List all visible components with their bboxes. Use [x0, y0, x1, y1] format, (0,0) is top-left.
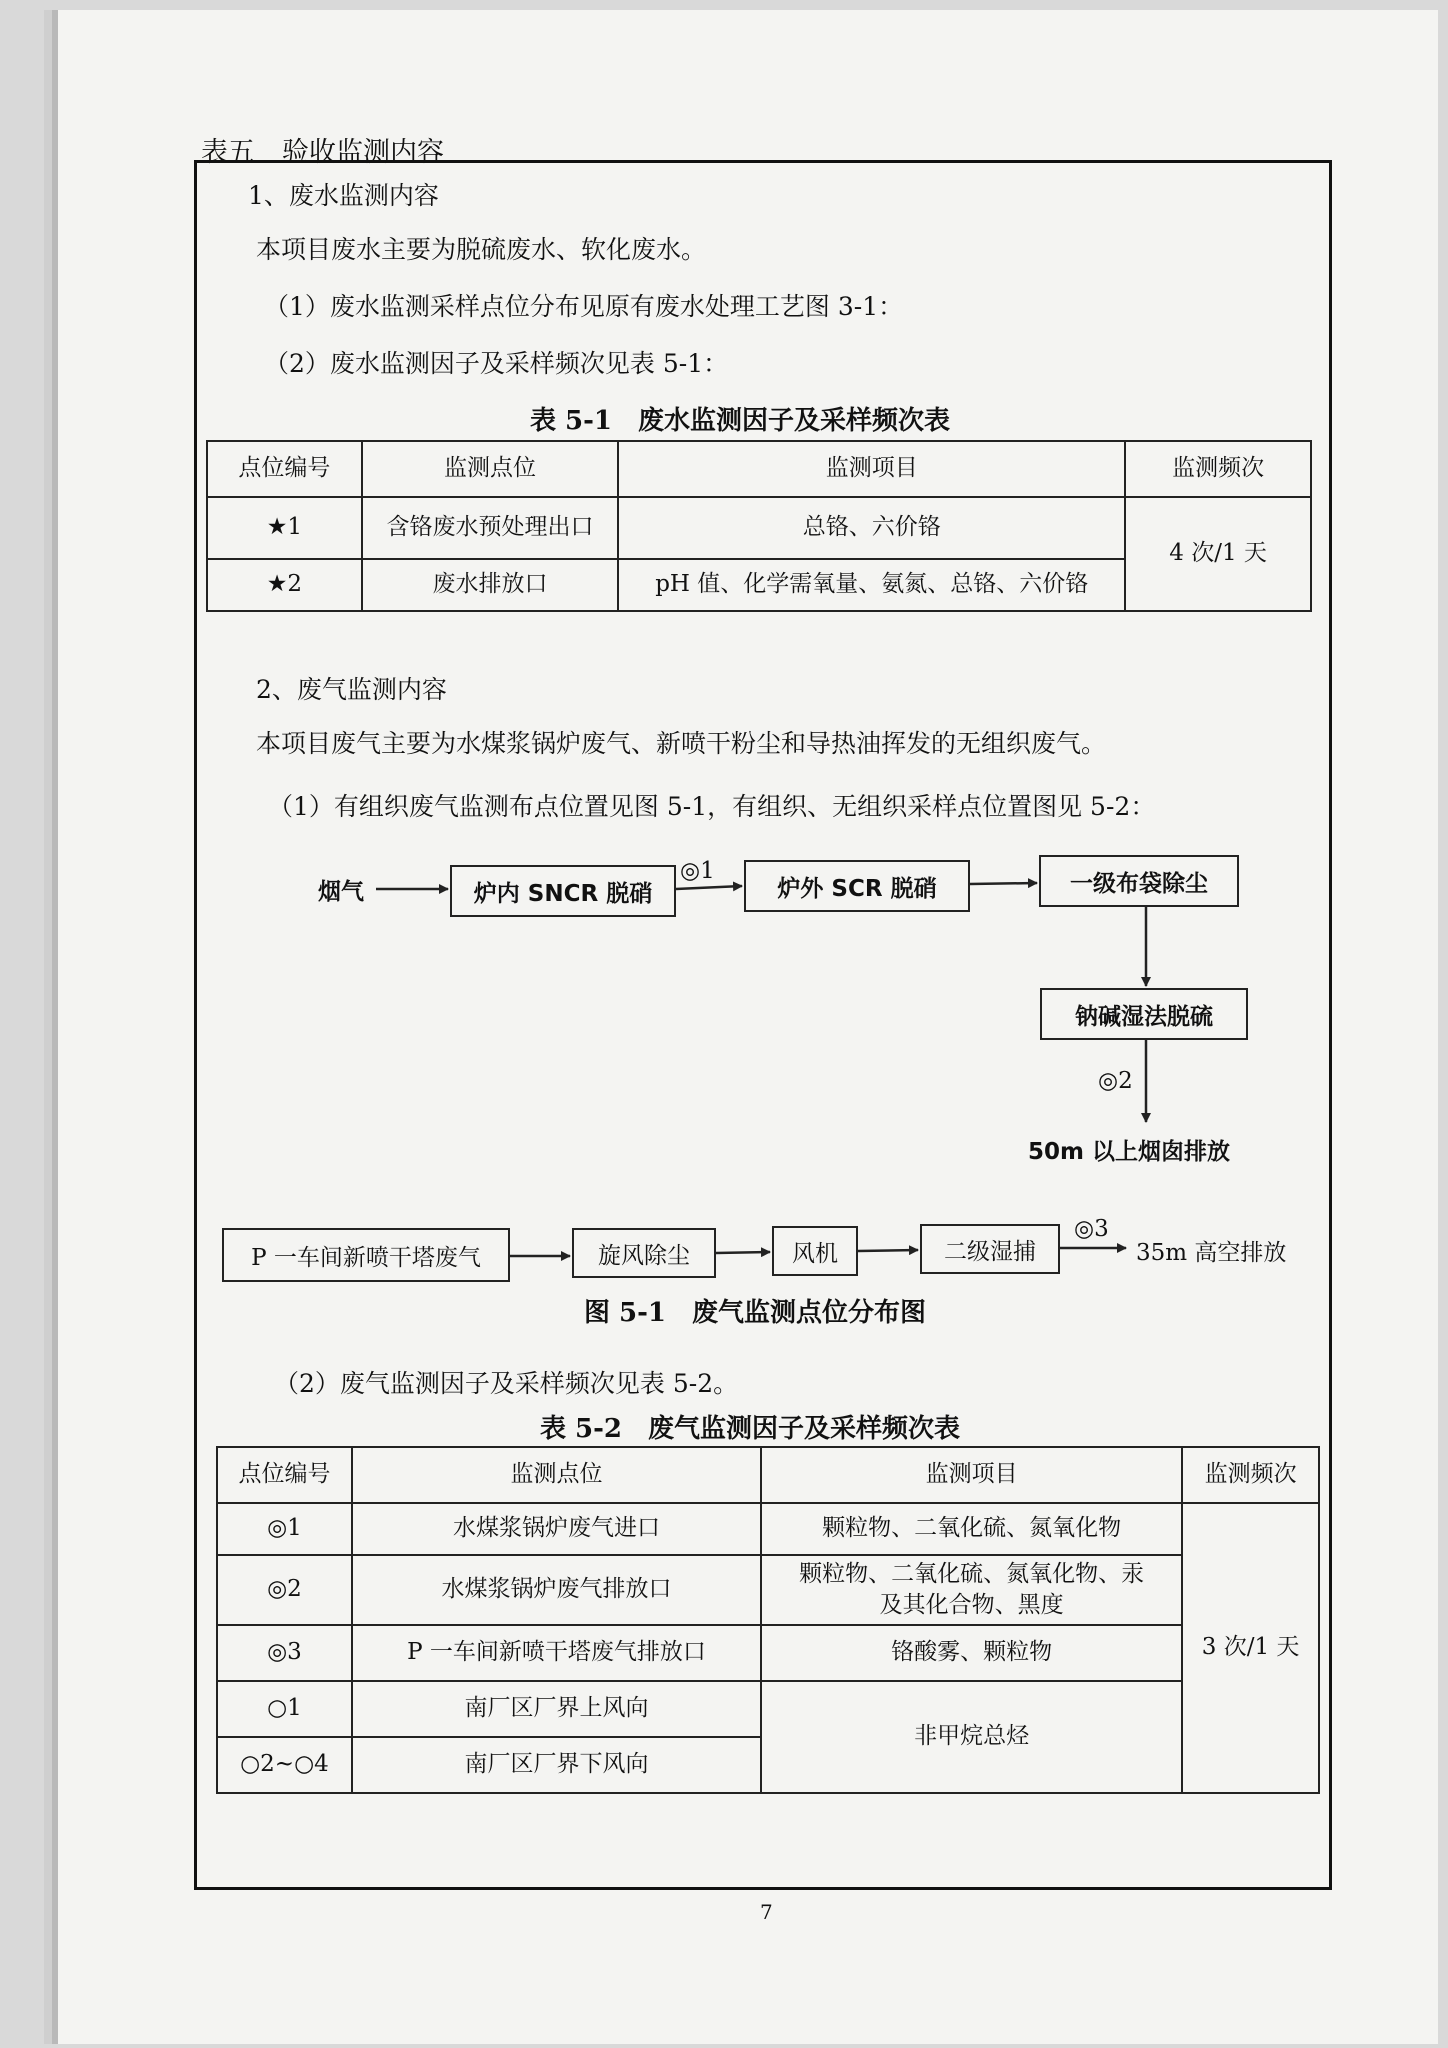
flow2-point3: ◎3 [1074, 1216, 1109, 1242]
row-id: ◎1 [217, 1503, 352, 1555]
flow2-box-cyclone: 旋风除尘 [572, 1228, 716, 1278]
table-5-1-caption: 表 5-1 废水监测因子及采样频次表 [530, 406, 951, 436]
section-title: 表五 验收监测内容 [201, 137, 444, 168]
flow1-start: 烟气 [318, 879, 364, 905]
flow2-box-scrubber: 二级湿捕 [920, 1224, 1060, 1274]
header-id: 点位编号 [207, 441, 362, 497]
row-site: 水煤浆锅炉废气进口 [352, 1503, 761, 1555]
page-number: 7 [760, 1900, 773, 1924]
wastewater-heading: 1、废水监测内容 [248, 181, 439, 210]
row-items: pH 值、化学需氧量、氨氮、总铬、六价铬 [618, 559, 1125, 611]
row-id: ○2~○4 [217, 1737, 352, 1793]
header-site: 监测点位 [362, 441, 619, 497]
wastewater-item1: （1）废水监测采样点位分布见原有废水处理工艺图 3-1： [264, 292, 904, 321]
wastewater-intro: 本项目废水主要为脱硫废水、软化废水。 [256, 235, 707, 264]
row-id: ★2 [207, 559, 362, 611]
table-row [217, 1503, 1319, 1555]
table-row [217, 1681, 1319, 1737]
arrow-sncr-to-scr [676, 886, 742, 889]
row-items-line1: 颗粒物、二氧化硫、氮氧化物、汞 [799, 1560, 1145, 1587]
header-items: 监测项目 [761, 1447, 1182, 1503]
flow1-box-sncr: 炉内 SNCR 脱硝 [450, 865, 676, 917]
header-frequency: 监测频次 [1182, 1447, 1319, 1503]
row-id: ○1 [217, 1681, 352, 1737]
row-site: 南厂区厂界上风向 [352, 1681, 761, 1737]
arrow-fan-to-scrubber [858, 1250, 918, 1251]
flow1-point2: ◎2 [1098, 1068, 1133, 1094]
row-id: ★1 [207, 497, 362, 559]
arrow-scr-to-baghouse [970, 883, 1037, 884]
header-frequency: 监测频次 [1125, 441, 1311, 497]
wastegas-item1: （1）有组织废气监测布点位置见图 5-1，有组织、无组织采样点位置图见 5-2： [268, 792, 1156, 821]
flow2-box-dryer: P 一车间新喷干塔废气 [222, 1228, 510, 1282]
row-items: 铬酸雾、颗粒物 [761, 1625, 1182, 1681]
table-header-row [217, 1447, 1319, 1503]
table-row [217, 1555, 1319, 1625]
row-site: 废水排放口 [362, 559, 619, 611]
arrow-cyclone-to-fan [716, 1252, 770, 1253]
wastegas-heading: 2、废气监测内容 [256, 675, 447, 704]
header-id: 点位编号 [217, 1447, 352, 1503]
wastegas-item2: （2）废气监测因子及采样频次见表 5-2。 [274, 1369, 739, 1398]
row-site: 水煤浆锅炉废气排放口 [352, 1555, 761, 1625]
row-site: 含铬废水预处理出口 [362, 497, 619, 559]
flow1-box-desulfurization: 钠碱湿法脱硫 [1040, 988, 1248, 1040]
wastegas-intro: 本项目废气主要为水煤浆锅炉废气、新喷干粉尘和导热油挥发的无组织废气。 [256, 729, 1107, 758]
flow2-end: 35m 高空排放 [1136, 1240, 1287, 1266]
row-site: 南厂区厂界下风向 [352, 1737, 761, 1793]
flow1-end: 50m 以上烟囱排放 [1028, 1139, 1230, 1165]
row-items: 颗粒物、二氧化硫、氮氧化物 [761, 1503, 1182, 1555]
row-site: P 一车间新喷干塔废气排放口 [352, 1625, 761, 1681]
row-id: ◎2 [217, 1555, 352, 1625]
wastewater-item2: （2）废水监测因子及采样频次见表 5-1： [264, 349, 729, 378]
row-frequency: 4 次/1 天 [1125, 497, 1311, 611]
row-items-line2: 及其化合物、黑度 [879, 1592, 1064, 1618]
table-row [217, 1625, 1319, 1681]
row-items [761, 1555, 1182, 1625]
figure-5-1-caption: 图 5-1 废气监测点位分布图 [584, 1298, 927, 1328]
row-items: 总铬、六价铬 [618, 497, 1125, 559]
table-5-2 [216, 1446, 1320, 1794]
flow1-box-baghouse: 一级布袋除尘 [1039, 855, 1239, 907]
flow1-point1: ◎1 [680, 858, 715, 884]
row-frequency: 3 次/1 天 [1182, 1503, 1319, 1793]
header-items: 监测项目 [618, 441, 1125, 497]
row-items-fugitive: 非甲烷总烃 [761, 1681, 1182, 1793]
flow1-box-scr: 炉外 SCR 脱硝 [744, 860, 970, 912]
row-id: ◎3 [217, 1625, 352, 1681]
table-5-2-caption: 表 5-2 废气监测因子及采样频次表 [540, 1414, 961, 1444]
header-site: 监测点位 [352, 1447, 761, 1503]
flow2-box-fan: 风机 [772, 1226, 858, 1276]
